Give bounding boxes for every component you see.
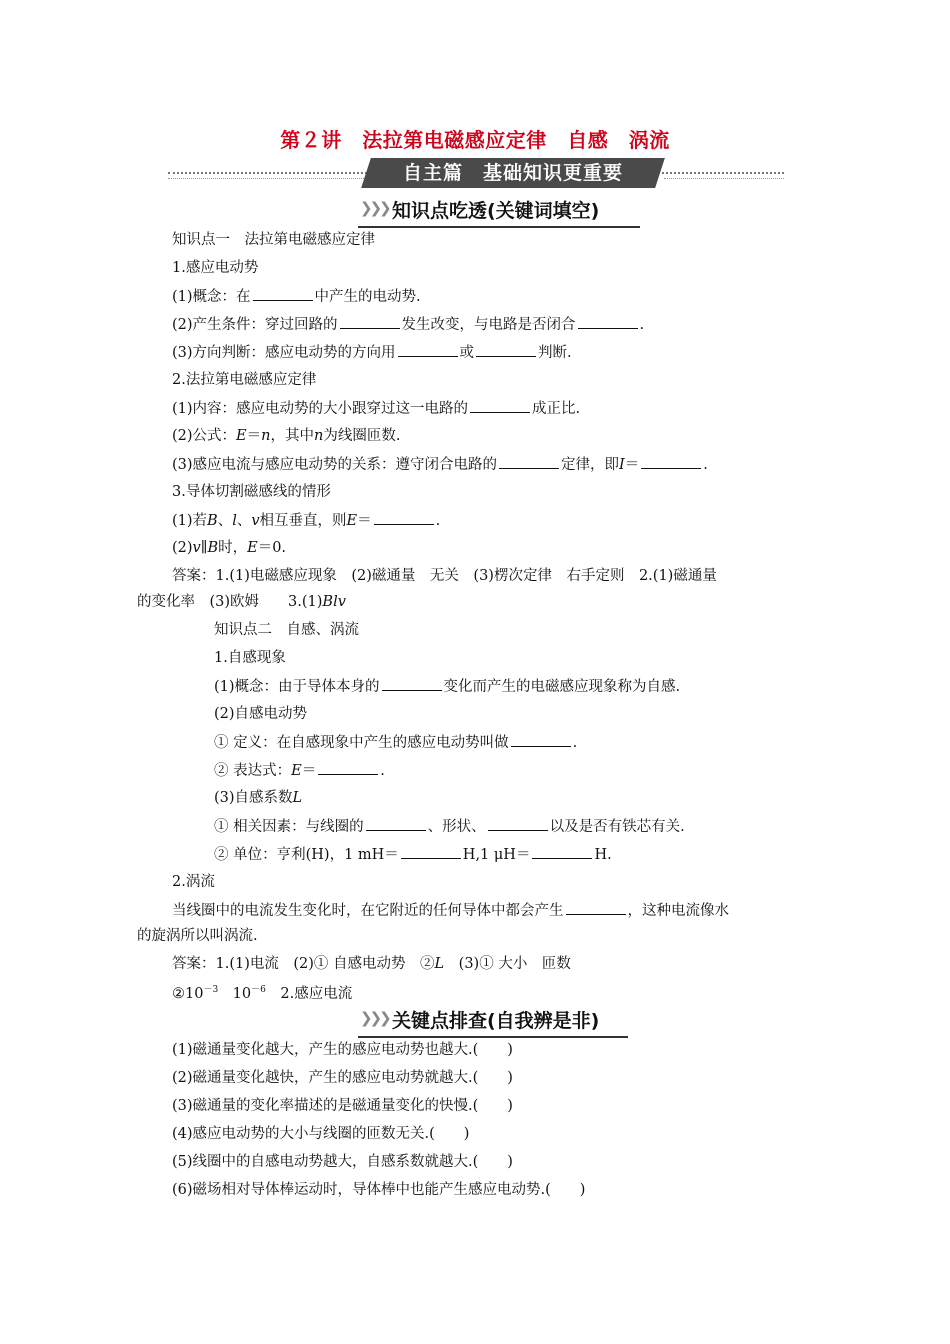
fill-blank	[398, 342, 458, 357]
triple-chevron-icon: ❯❯❯	[360, 1009, 389, 1027]
kp2-s1-3-1: ① 相关因素：与线圈的 、形状、 以及是否有铁芯有关.	[214, 816, 685, 837]
triple-chevron-icon: ❯❯❯	[360, 199, 389, 217]
fill-blank	[488, 816, 548, 831]
kp2-answer-line2: $②10^{-3}$ $10^{-6}$ 2.感应电流	[172, 985, 353, 1002]
banner-dotted-line-left-2	[168, 178, 368, 179]
kp1-s1: 1.感应电动势	[172, 260, 259, 276]
check-item: (3)磁通量的变化率描述的是磁通量变化的快慢.( )	[172, 1098, 513, 1114]
kp1-s2-1: (1)内容：感应电动势的大小跟穿过这一电路的 成正比.	[172, 398, 580, 419]
fill-blank	[511, 732, 571, 747]
fill-blank	[374, 510, 434, 525]
fill-blank	[476, 342, 536, 357]
fill-blank	[578, 314, 638, 329]
kp2-heading: 知识点二 自感、涡流	[214, 622, 359, 638]
kp1-s3-1: (1)若B、l、v相互垂直，则E＝ .	[172, 510, 440, 531]
kp2-s1-3-2: ② 单位：亨利(H)，1 mH＝ H,1 μH＝ H.	[214, 844, 612, 865]
kp1-heading: 知识点一 法拉第电磁感应定律	[172, 232, 375, 248]
kp1-s1-1: (1)概念：在 中产生的电动势.	[172, 286, 421, 307]
check-item: (5)线圈中的自感电动势越大，自感系数就越大.( )	[172, 1154, 513, 1170]
kp2-s1-3: (3)自感系数L	[214, 790, 303, 806]
kp1-s2: 2.法拉第电磁感应定律	[172, 372, 317, 388]
fill-blank	[366, 816, 426, 831]
banner-dotted-line-right	[654, 172, 784, 174]
banner-dotted-line-right-2	[664, 178, 784, 179]
check-item: (1)磁通量变化越大，产生的感应电动势也越大.( )	[172, 1042, 513, 1058]
fill-blank	[499, 454, 559, 469]
kp1-s2-2: (2)公式：E＝n，其中n为线圈匝数.	[172, 428, 401, 444]
kp1-s3: 3.导体切割磁感线的情形	[172, 484, 331, 500]
fill-blank	[340, 314, 400, 329]
fill-blank	[253, 286, 313, 301]
fill-blank	[470, 398, 530, 413]
kp1-s3-2: (2)v∥B时，E＝0.	[172, 540, 287, 556]
kp2-s1-2-2: ② 表达式：E＝ .	[214, 760, 385, 781]
kp2-s1-2: (2)自感电动势	[214, 706, 308, 722]
section-heading-keywords	[358, 196, 640, 228]
kp2-s2-text1: 当线圈中的电流发生变化时，在它附近的任何导体中都会产生 ，这种电流像水	[172, 900, 729, 921]
fill-blank	[401, 844, 461, 859]
banner-dotted-line-left	[168, 172, 383, 174]
fill-blank	[318, 760, 378, 775]
fill-blank	[382, 676, 442, 691]
kp2-s2: 2.涡流	[172, 874, 215, 890]
section-heading-check	[358, 1006, 628, 1038]
fill-blank	[566, 900, 626, 915]
kp1-answer-line2: 的变化率 (3)欧姆 3.(1)Blv	[137, 594, 346, 610]
check-item: (4)感应电动势的大小与线圈的匝数无关.( )	[172, 1126, 470, 1142]
check-item: (6)磁场相对导体棒运动时，导体棒中也能产生感应电动势.( )	[172, 1182, 586, 1198]
fill-blank	[641, 454, 701, 469]
section-banner	[168, 158, 784, 190]
kp2-s1-1: (1)概念：由于导体本身的 变化而产生的电磁感应现象称为自感.	[214, 676, 680, 697]
section-heading-text: 关键点排查(自我辨是非)	[392, 1010, 600, 1032]
kp1-answer-line1: 答案：1.(1)电磁感应现象 (2)磁通量 无关 (3)楞次定律 右手定则 2.(1)磁通量	[172, 568, 717, 584]
kp2-s2-text2: 的旋涡所以叫涡流.	[137, 928, 258, 944]
section-heading-text: 知识点吃透(关键词填空)	[392, 200, 600, 222]
kp2-answer-line1: 答案：1.(1)电流 (2)① 自感电动势 ②L (3)① 大小 匝数	[172, 956, 571, 972]
check-item: (2)磁通量变化越快，产生的感应电动势就越大.( )	[172, 1070, 513, 1086]
fill-blank	[532, 844, 592, 859]
page-title: 第２讲 法拉第电磁感应定律 自感 涡流	[280, 128, 670, 152]
kp1-s1-2: (2)产生条件：穿过回路的 发生改变，与电路是否闭合 .	[172, 314, 644, 335]
kp1-s2-3: (3)感应电流与感应电动势的关系：遵守闭合电路的 定律，即I＝ .	[172, 454, 708, 475]
kp2-s1-2-1: ① 定义：在自感现象中产生的感应电动势叫做 .	[214, 732, 577, 753]
kp2-s1: 1.自感现象	[214, 650, 286, 666]
banner-title: 自主篇 基础知识更重要	[402, 162, 623, 184]
kp1-s1-3: (3)方向判断：感应电动势的方向用 或 判断.	[172, 342, 572, 363]
